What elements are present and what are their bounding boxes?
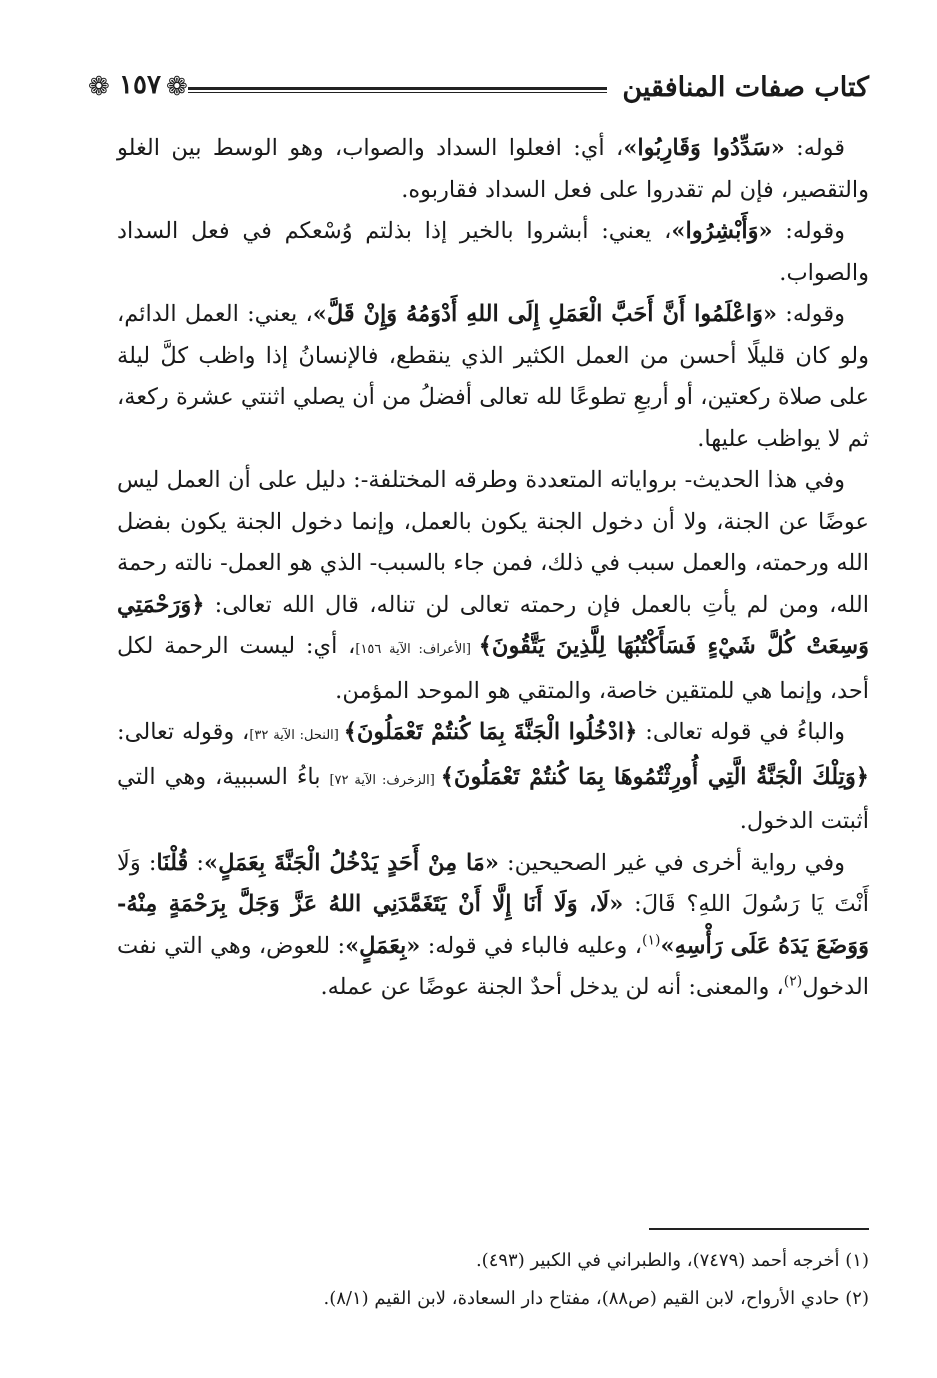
paragraph-text: وفي رواية أخرى في غير الصحيحين: — [498, 849, 846, 876]
quoted-text: «وَاعْلَمُوا أَنَّ أَحَبَّ الْعَمَلِ إِلَى اللهِ أَدْوَمُهُ وَإِنْ قَلَّ» — [312, 301, 778, 327]
paragraph-text: والباءُ في قوله تعالى: — [637, 719, 845, 745]
quoted-text: ﴿وَرَحْمَتِي وَسِعَتْ كُلَّ شَيْءٍ فَسَأَكْتُبُهَا لِلَّذِينَ يَتَّقُونَ﴾ — [117, 591, 869, 659]
verse-citation: [النحل: الآية ٣٢] — [249, 728, 344, 743]
paragraph-text: قوله: — [784, 135, 845, 161]
quoted-text: «سَدِّدُوا وَقَارِبُوا» — [623, 135, 785, 161]
paragraph — [117, 843, 869, 1009]
quoted-text: «بِعَمَلٍ» — [345, 932, 421, 959]
footnote-rule — [649, 1228, 869, 1230]
paragraph-text: ، وقوله تعالى: — [117, 719, 250, 745]
paragraph-text: باءُ السببية، وهي التي أثبتت الدخول. — [117, 763, 869, 834]
paragraph-text: ، أي: ليست الرحمة لكل أحد، وإنما هي للمتقين خاصة، والمتقي هو الموحد المؤمن. — [117, 633, 869, 704]
quoted-text: قُلْنَا — [156, 849, 189, 876]
quoted-text: ﴿وَتِلْكَ الْجَنَّةُ الَّتِي أُورِثْتُمُوهَا بِمَا كُنتُمْ تَعْمَلُونَ﴾ — [440, 763, 869, 790]
paragraph-text: ، يعني: العمل الدائم، ولو كان قليلًا أحسن من العمل الكثير الذي ينقطع، فالإنسانُ إذا واظب كلَّ ليلة على صلاة ركعتين، أو أربعِ تطوعًا لله تعالى أفضلُ من أن يصلي اثنتي عشرة ركعة، ثم لا يواظب عليها. — [117, 301, 870, 452]
paragraph-text: وفي هذا الحديث- برواياته المتعددة وطرقه المختلفة-: دليل على أن العمل ليس عوضًا عن الجنة، ولا أن دخول الجنة يكون بالعمل، وإنما دخول الجنة يكون بفضل الله ورحمته، والعمل سبب في ذلك، فمن جاء بالسبب- الذي هو العمل- نالته رحمة الله، ومن لم يأتِ بالعمل فإن رحمته تعالى لن تناله، قال الله تعالى: — [117, 467, 869, 618]
paragraph-text: وقوله: — [777, 301, 845, 327]
footnote-2: (٢) حادي الأرواح، لابن القيم (ص٨٨)، مفتاح دار السعادة، لابن القيم (٨/١). — [323, 1288, 869, 1309]
paragraph-text: ، والمعنى: أنه لن يدخل أحدٌ الجنة عوضًا عن عمله. — [320, 974, 784, 1000]
quoted-text: ﴿ادْخُلُوا الْجَنَّةَ بِمَا كُنتُمْ تَعْمَلُونَ﴾ — [343, 719, 638, 745]
paragraph-text: ، أي: افعلوا السداد والصواب، وهو الوسط بين الغلو والتقصير، فإن لم تقدروا على فعل السداد فقاربوه. — [117, 135, 869, 203]
quoted-text: «مَا مِنْ أَحَدٍ يَدْخُلُ الْجَنَّةَ بِعَمَلٍ» — [204, 849, 499, 876]
page-number: ١٥٧ — [119, 70, 161, 100]
ornament-right-icon: ❁ — [166, 72, 188, 102]
book-title: كتاب صفات المنافقين — [622, 72, 869, 103]
header-rule-thin — [188, 92, 607, 93]
footnote-marker: (١) — [642, 932, 661, 948]
paragraph-text: : — [188, 849, 204, 876]
page-header — [88, 58, 869, 108]
footnote-1: (١) أخرجه أحمد (٧٤٧٩)، والطبراني في الكبير (٤٩٣). — [475, 1250, 869, 1271]
verse-citation: [الأعراف: الآية ١٥٦] — [355, 642, 479, 657]
paragraph — [117, 128, 869, 211]
paragraph-text: : وَلَا أَنْتَ يَا رَسُولَ اللهِ؟ قَالَ: — [117, 849, 870, 917]
paragraph — [117, 294, 869, 460]
footnote-marker: (٢) — [783, 973, 803, 990]
page-body — [117, 128, 869, 1009]
footnotes — [117, 1242, 869, 1318]
page-number-badge — [88, 62, 192, 108]
paragraph — [117, 211, 869, 294]
header-rule — [188, 87, 607, 90]
paragraph-text: : للعوض، وهي التي نفت الدخول — [117, 932, 869, 1000]
ornament-left-icon: ❁ — [88, 72, 110, 102]
paragraph-text: وقوله: — [772, 218, 845, 244]
paragraph-text: ، يعني: أبشروا بالخير إذا بذلتم وُسْعكم في فعل السداد والصواب. — [117, 218, 869, 286]
paragraph-text: ، وعليه فالباء في قوله: — [420, 932, 643, 959]
quoted-text: «وَأَبْشِرُوا» — [671, 218, 773, 244]
quoted-text: «لَا، وَلَا أَنَا إِلَّا أَنْ يَتَغَمَّدَنِي اللهُ عَزَّ وَجَلَّ بِرَحْمَةٍ مِنْهُ- وَوَضَعَ يَدَهُ عَلَى رَأْسِهِ» — [117, 891, 869, 959]
verse-citation: [الزخرف: الآية ٧٢] — [329, 772, 441, 788]
paragraph — [117, 712, 869, 843]
paragraph — [117, 460, 869, 712]
